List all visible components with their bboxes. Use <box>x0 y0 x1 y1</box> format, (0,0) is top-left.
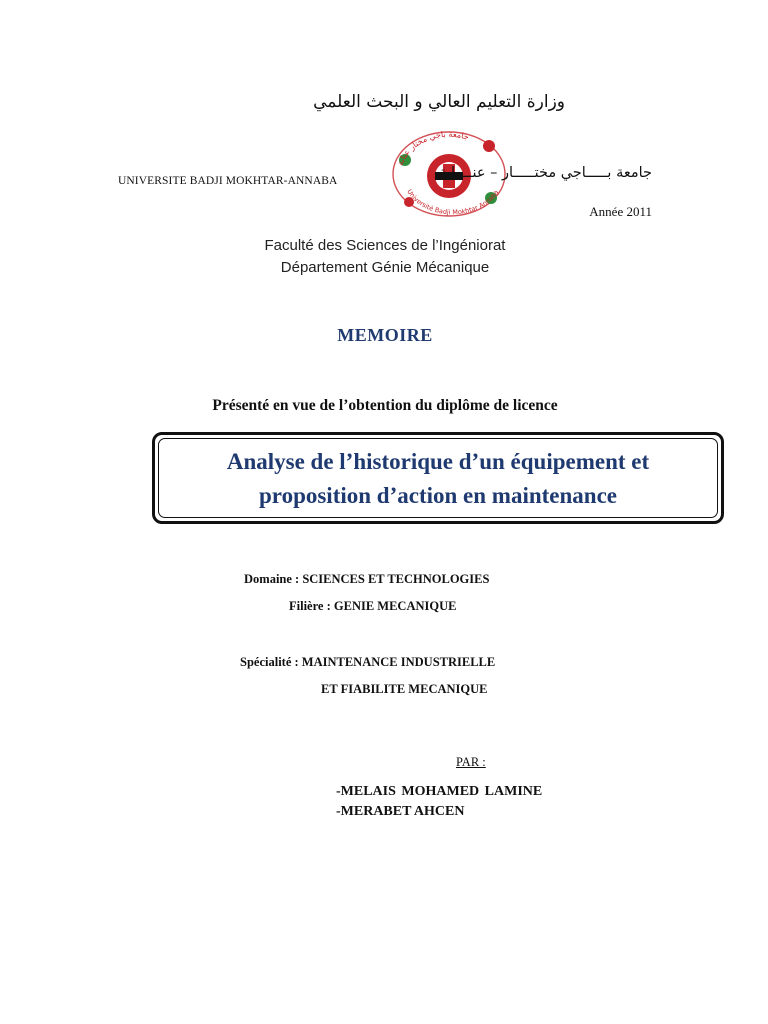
university-name-arabic: جامعة بـــــاجي مختـــــار – عنــــابة <box>439 165 652 181</box>
logo-top-text: جامعة باجي مختار عنابة <box>395 129 470 167</box>
author-name: -MERABET AHCEN <box>336 804 465 819</box>
ministry-heading-arabic: وزارة التعليم العالي و البحث العلمي <box>313 92 565 112</box>
specialty-line-2: ET FIABILITE MECANIQUE <box>321 682 488 696</box>
university-name-french: UNIVERSITE BADJI MOKHTAR-ANNABA <box>118 175 338 187</box>
author-name: -MELAIS MOHAMED LAMINE <box>336 784 543 799</box>
domain-line: Domaine : SCIENCES ET TECHNOLOGIES <box>244 572 490 586</box>
document-purpose: Présenté en vue de l’obtention du diplôme de licence <box>212 397 558 414</box>
logo-bottom-text: Université Badji Mokhtar Annaba <box>405 187 501 217</box>
department-name: Département Génie Mécanique <box>280 259 490 276</box>
faculty-name: Faculté des Sciences de l’Ingéniorat <box>264 237 506 254</box>
document-type: MEMOIRE <box>337 325 433 345</box>
faculty-block <box>150 235 620 279</box>
title-frame <box>152 432 724 524</box>
thesis-title-line-2: proposition d’action en maintenance <box>258 483 618 508</box>
thesis-title <box>155 445 721 513</box>
thesis-title-line-1: Analyse de l’historique d’un équipement et <box>226 449 650 474</box>
field-line: Filière : GENIE MECANIQUE <box>289 599 457 613</box>
authors-label: PAR : <box>456 755 486 769</box>
academic-year: Année 2011 <box>589 204 652 219</box>
specialty-line-1: Spécialité : MAINTENANCE INDUSTRIELLE <box>240 655 496 669</box>
